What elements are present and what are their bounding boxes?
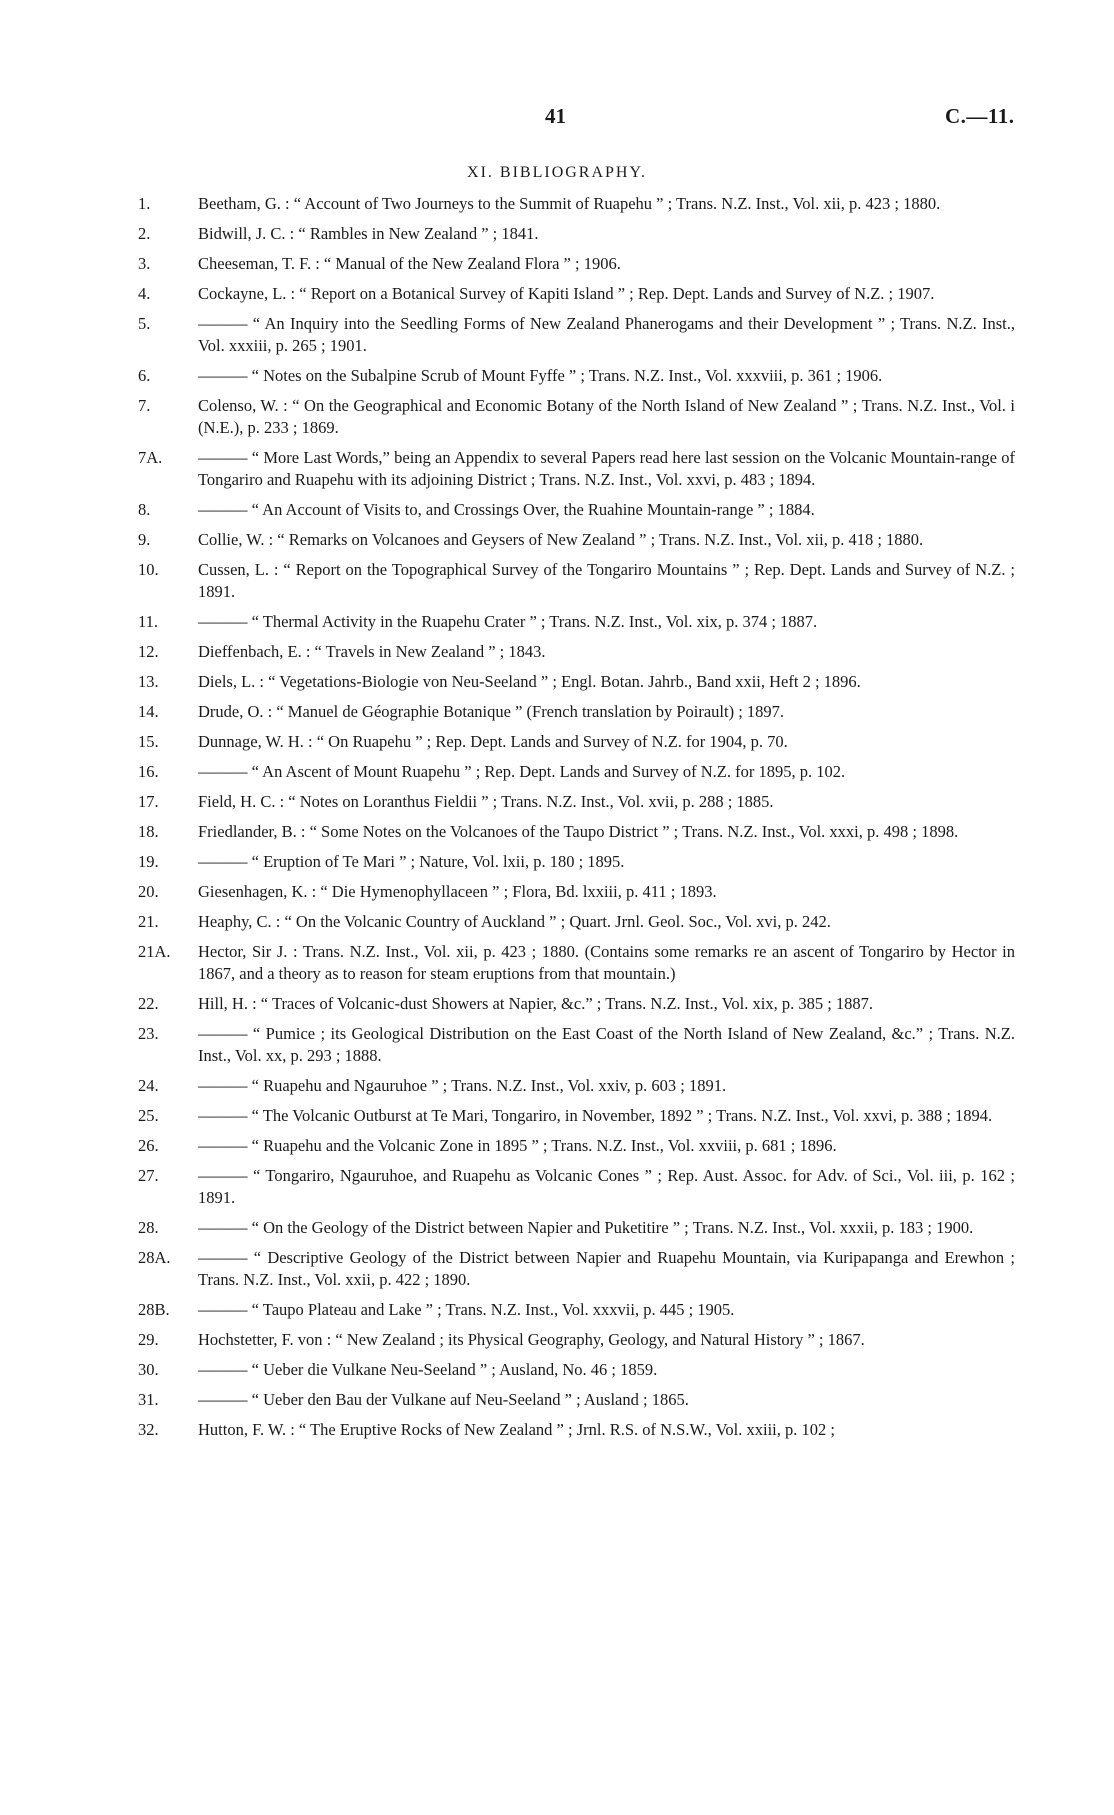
entry-number: 31. xyxy=(138,1390,159,1409)
entry-text: ——— “ More Last Words,” being an Appendix to several Papers read here last session on the Volcanic Mountain-range of Tongariro and Ruapehu with its adjoining District ; Trans. N.Z. Inst., Vol. xxvi, p. 483 ; 1894. xyxy=(198,448,1015,489)
entry-number: 28B. xyxy=(138,1300,170,1319)
document-code: C.—11. xyxy=(945,104,1015,128)
entry-number: 21. xyxy=(138,912,159,931)
entry-text: ——— “ Ueber die Vulkane Neu-Seeland ” ; Ausland, No. 46 ; 1859. xyxy=(198,1360,658,1379)
entry-number: 15. xyxy=(138,732,159,751)
section-heading: XI. BIBLIOGRAPHY. xyxy=(467,164,647,181)
entry-number: 4. xyxy=(138,284,151,303)
bibliography-entry xyxy=(138,791,1015,813)
entry-text: ——— “ An Inquiry into the Seedling Forms of New Zealand Phanerogams and their Development ” ; Trans. N.Z. Inst., Vol. xxxiii, p. 265 ; 1901. xyxy=(198,314,1015,355)
entry-text: Cockayne, L. : “ Report on a Botanical Survey of Kapiti Island ” ; Rep. Dept. Lands and Survey of N.Z. ; 1907. xyxy=(198,284,935,303)
bibliography-entry xyxy=(138,993,1015,1015)
bibliography-entry xyxy=(138,941,1015,985)
bibliography-entry xyxy=(138,193,1015,215)
entry-text: Giesenhagen, K. : “ Die Hymenophyllaceen ” ; Flora, Bd. lxxiii, p. 411 ; 1893. xyxy=(198,882,717,901)
entry-number: 8. xyxy=(138,500,151,519)
bibliography-entry xyxy=(138,1217,1015,1239)
entry-text: Diels, L. : “ Vegetations-Biologie von Neu-Seeland ” ; Engl. Botan. Jahrb., Band xxii, Heft 2 ; 1896. xyxy=(198,672,861,691)
entry-number: 19. xyxy=(138,852,159,871)
bibliography-entry xyxy=(138,529,1015,551)
entry-text: Cheeseman, T. F. : “ Manual of the New Zealand Flora ” ; 1906. xyxy=(198,254,621,273)
entry-number: 22. xyxy=(138,994,159,1013)
bibliography-entry xyxy=(138,223,1015,245)
bibliography-entry xyxy=(138,1247,1015,1291)
bibliography-entry xyxy=(138,1359,1015,1381)
bibliography-entry xyxy=(138,283,1015,305)
entry-number: 29. xyxy=(138,1330,159,1349)
entry-text: Collie, W. : “ Remarks on Volcanoes and Geysers of New Zealand ” ; Trans. N.Z. Inst., Vol. xii, p. 418 ; 1880. xyxy=(198,530,924,549)
bibliography-entry xyxy=(138,1389,1015,1411)
entry-text: Hector, Sir J. : Trans. N.Z. Inst., Vol. xii, p. 423 ; 1880. (Contains some remarks re an ascent of Tongariro by Hector in 1867, and a theory as to reason for steam eruptions from that mountain.) xyxy=(198,942,1015,983)
entry-text: Colenso, W. : “ On the Geographical and Economic Botany of the North Island of New Zealand ” ; Trans. N.Z. Inst., Vol. i (N.E.), p. 233 ; 1869. xyxy=(198,396,1015,437)
entry-number: 24. xyxy=(138,1076,159,1095)
entry-number: 13. xyxy=(138,672,159,691)
entry-number: 16. xyxy=(138,762,159,781)
entry-text: ——— “ Taupo Plateau and Lake ” ; Trans. N.Z. Inst., Vol. xxxvii, p. 445 ; 1905. xyxy=(198,1300,735,1319)
entry-text: Dunnage, W. H. : “ On Ruapehu ” ; Rep. Dept. Lands and Survey of N.Z. for 1904, p. 70. xyxy=(198,732,788,751)
bibliography-list xyxy=(138,193,1015,1449)
entry-number: 11. xyxy=(138,612,159,631)
page-number: 41 xyxy=(545,104,566,128)
bibliography-entry xyxy=(138,1329,1015,1351)
entry-number: 17. xyxy=(138,792,159,811)
bibliography-entry xyxy=(138,1299,1015,1321)
entry-text: Hochstetter, F. von : “ New Zealand ; its Physical Geography, Geology, and Natural History ” ; 1867. xyxy=(198,1330,865,1349)
entry-number: 10. xyxy=(138,560,159,579)
bibliography-entry xyxy=(138,1075,1015,1097)
bibliography-entry xyxy=(138,1419,1015,1441)
entry-number: 3. xyxy=(138,254,151,273)
bibliography-entry xyxy=(138,447,1015,491)
bibliography-entry xyxy=(138,701,1015,723)
bibliography-entry xyxy=(138,761,1015,783)
entry-number: 27. xyxy=(138,1166,159,1185)
bibliography-entry xyxy=(138,313,1015,357)
entry-text: ——— “ Descriptive Geology of the District between Napier and Ruapehu Mountain, via Kuripapanga and Erewhon ; Trans. N.Z. Inst., Vol. xxii, p. 422 ; 1890. xyxy=(198,1248,1015,1289)
entry-text: Beetham, G. : “ Account of Two Journeys to the Summit of Ruapehu ” ; Trans. N.Z. Inst., Vol. xii, p. 423 ; 1880. xyxy=(198,194,941,213)
entry-number: 32. xyxy=(138,1420,159,1439)
entry-text: ——— “ On the Geology of the District between Napier and Puketitire ” ; Trans. N.Z. Inst., Vol. xxxii, p. 183 ; 1900. xyxy=(198,1218,974,1237)
entry-text: ——— “ Ruapehu and Ngauruhoe ” ; Trans. N.Z. Inst., Vol. xxiv, p. 603 ; 1891. xyxy=(198,1076,727,1095)
entry-number: 28A. xyxy=(138,1248,171,1267)
entry-text: Drude, O. : “ Manuel de Géographie Botanique ” (French translation by Poirault) ; 1897. xyxy=(198,702,785,721)
entry-text: ——— “ Ruapehu and the Volcanic Zone in 1895 ” ; Trans. N.Z. Inst., Vol. xxviii, p. 681 ; 1896. xyxy=(198,1136,837,1155)
entry-text: ——— “ Notes on the Subalpine Scrub of Mount Fyffe ” ; Trans. N.Z. Inst., Vol. xxxviii, p. 361 ; 1906. xyxy=(198,366,883,385)
entry-text: ——— “ The Volcanic Outburst at Te Mari, Tongariro, in November, 1892 ” ; Trans. N.Z. Inst., Vol. xxvi, p. 388 ; 1894. xyxy=(198,1106,993,1125)
entry-text: ——— “ Eruption of Te Mari ” ; Nature, Vol. lxii, p. 180 ; 1895. xyxy=(198,852,625,871)
entry-number: 21A. xyxy=(138,942,171,961)
entry-number: 1. xyxy=(138,194,151,213)
bibliography-entry xyxy=(138,821,1015,843)
entry-text: ——— “ Tongariro, Ngauruhoe, and Ruapehu as Volcanic Cones ” ; Rep. Aust. Assoc. for Adv. of Sci., Vol. iii, p. 162 ; 1891. xyxy=(198,1166,1015,1207)
bibliography-entry xyxy=(138,395,1015,439)
entry-number: 2. xyxy=(138,224,151,243)
entry-number: 18. xyxy=(138,822,159,841)
entry-number: 7A. xyxy=(138,448,163,467)
entry-text: Bidwill, J. C. : “ Rambles in New Zealand ” ; 1841. xyxy=(198,224,539,243)
bibliography-entry xyxy=(138,1105,1015,1127)
entry-text: Hutton, F. W. : “ The Eruptive Rocks of New Zealand ” ; Jrnl. R.S. of N.S.W., Vol. xxiii, p. 102 ; xyxy=(198,1420,835,1439)
entry-number: 7. xyxy=(138,396,151,415)
bibliography-entry xyxy=(138,559,1015,603)
entry-number: 14. xyxy=(138,702,159,721)
bibliography-entry xyxy=(138,365,1015,387)
entry-number: 20. xyxy=(138,882,159,901)
entry-number: 26. xyxy=(138,1136,159,1155)
entry-text: Hill, H. : “ Traces of Volcanic-dust Showers at Napier, &c.” ; Trans. N.Z. Inst., Vol. xix, p. 385 ; 1887. xyxy=(198,994,874,1013)
entry-number: 28. xyxy=(138,1218,159,1237)
entry-number: 5. xyxy=(138,314,151,333)
entry-number: 30. xyxy=(138,1360,159,1379)
entry-text: Cussen, L. : “ Report on the Topographical Survey of the Tongariro Mountains ” ; Rep. Dept. Lands and Survey of N.Z. ; 1891. xyxy=(198,560,1015,601)
entry-text: ——— “ An Account of Visits to, and Crossings Over, the Ruahine Mountain-range ” ; 1884. xyxy=(198,500,815,519)
entry-text: Field, H. C. : “ Notes on Loranthus Fieldii ” ; Trans. N.Z. Inst., Vol. xvii, p. 288 ; 1885. xyxy=(198,792,774,811)
entry-text: ——— “ An Ascent of Mount Ruapehu ” ; Rep. Dept. Lands and Survey of N.Z. for 1895, p. 102. xyxy=(198,762,846,781)
bibliography-entry xyxy=(138,881,1015,903)
entry-text: ——— “ Thermal Activity in the Ruapehu Crater ” ; Trans. N.Z. Inst., Vol. xix, p. 374 ; 1887. xyxy=(198,612,818,631)
bibliography-entry xyxy=(138,671,1015,693)
entry-number: 12. xyxy=(138,642,159,661)
bibliography-entry xyxy=(138,611,1015,633)
entry-number: 9. xyxy=(138,530,151,549)
entry-text: Dieffenbach, E. : “ Travels in New Zealand ” ; 1843. xyxy=(198,642,546,661)
bibliography-entry xyxy=(138,499,1015,521)
bibliography-entry xyxy=(138,1135,1015,1157)
bibliography-entry xyxy=(138,731,1015,753)
bibliography-entry xyxy=(138,1165,1015,1209)
entry-number: 6. xyxy=(138,366,151,385)
entry-number: 23. xyxy=(138,1024,159,1043)
bibliography-entry xyxy=(138,911,1015,933)
entry-number: 25. xyxy=(138,1106,159,1125)
entry-text: ——— “ Ueber den Bau der Vulkane auf Neu-Seeland ” ; Ausland ; 1865. xyxy=(198,1390,689,1409)
entry-text: Heaphy, C. : “ On the Volcanic Country of Auckland ” ; Quart. Jrnl. Geol. Soc., Vol. xvi, p. 242. xyxy=(198,912,831,931)
bibliography-entry xyxy=(138,253,1015,275)
entry-text: ——— “ Pumice ; its Geological Distribution on the East Coast of the North Island of New Zealand, &c.” ; Trans. N.Z. Inst., Vol. xx, p. 293 ; 1888. xyxy=(198,1024,1015,1065)
bibliography-entry xyxy=(138,1023,1015,1067)
bibliography-entry xyxy=(138,641,1015,663)
entry-text: Friedlander, B. : “ Some Notes on the Volcanoes of the Taupo District ” ; Trans. N.Z. Inst., Vol. xxxi, p. 498 ; 1898. xyxy=(198,822,959,841)
bibliography-entry xyxy=(138,851,1015,873)
